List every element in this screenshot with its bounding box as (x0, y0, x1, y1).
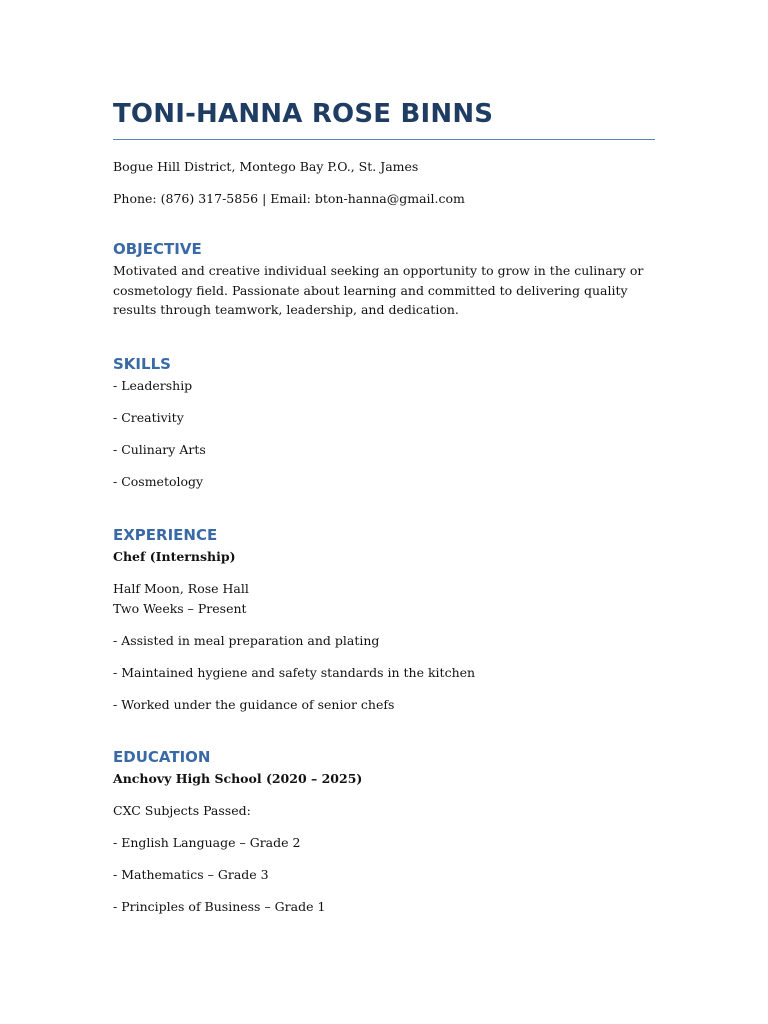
school-name: Anchovy High School (2020 – 2025) (113, 770, 363, 786)
resume-page (113, 96, 655, 917)
job-duty-item: - Assisted in meal preparation and plating (113, 632, 380, 648)
education-section (113, 747, 655, 917)
experience-section (113, 525, 655, 715)
contact-line: Phone: (876) 317-5856 | Email: bton-hanna@gmail.com (113, 191, 465, 206)
skills-section (113, 354, 655, 492)
skill-item: - Cosmetology (113, 473, 204, 489)
job-title: Chef (Internship) (113, 548, 236, 564)
objective-section (113, 239, 655, 320)
job-duration: Two Weeks – Present (113, 600, 247, 616)
title-divider (113, 139, 655, 140)
objective-heading: OBJECTIVE (113, 240, 202, 258)
resume-name: TONI-HANNA ROSE BINNS (113, 99, 494, 129)
education-heading: EDUCATION (113, 747, 211, 766)
job-duty-item: - Maintained hygiene and safety standards in the kitchen (113, 664, 476, 680)
subject-item: - Mathematics – Grade 3 (113, 866, 269, 882)
objective-text: Motivated and creative individual seeking an opportunity to grow in the culinary or cosmetology field. Passionate about learning and committed to delivering quality results through teamwork, leadership, and dedication. (113, 263, 644, 317)
subjects-label: CXC Subjects Passed: (113, 802, 251, 818)
experience-heading: EXPERIENCE (113, 525, 218, 544)
skill-item: - Creativity (113, 409, 184, 425)
subject-item: - Principles of Business – Grade 1 (113, 898, 326, 914)
skill-item: - Leadership (113, 377, 193, 393)
job-duty-item: - Worked under the guidance of senior chefs (113, 696, 395, 712)
job-location: Half Moon, Rose Hall (113, 580, 249, 596)
skill-item: - Culinary Arts (113, 441, 206, 457)
subject-item: - English Language – Grade 2 (113, 834, 301, 850)
address-line: Bogue Hill District, Montego Bay P.O., St. James (113, 159, 419, 174)
skills-heading: SKILLS (113, 354, 171, 373)
